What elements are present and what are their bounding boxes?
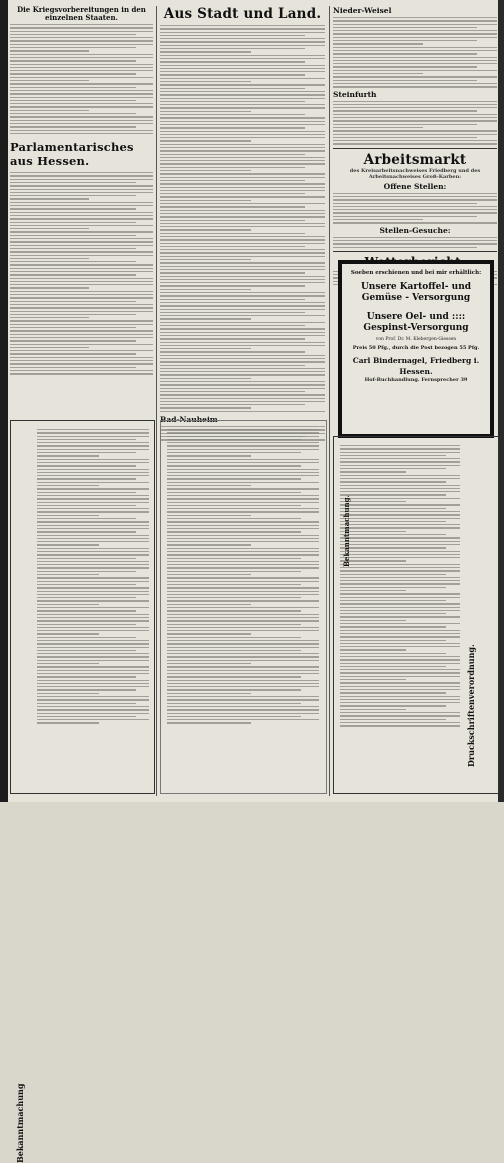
book-advertisement [338,260,494,438]
rotated-text-block [160,420,327,794]
rotated-notice-heading: Bekanntmachung [15,1083,25,1163]
rotated-notice-block [10,420,155,1163]
arbeitsmarkt-subheading: des Kreisarbeitsnachweises Friedberg und des Arbeitsnachweises Groß-Karben: [349,167,481,180]
article-text [10,24,153,134]
scan-edge-left [0,0,8,802]
place-heading: Bad-Nauheim [160,415,218,425]
rotated-druckschriften-heading: Druckschriftenverordnung. [466,644,476,767]
column-1 [10,6,153,377]
stellen-gesuche-heading: Stellen-Gesuche: [379,225,451,235]
column-2 [160,6,325,443]
article-text [333,17,497,88]
article-heading: Die Kriegsvorbereitungen in den einzelnen Staaten. [17,5,146,22]
article-text [333,101,497,145]
rotated-notices-block [333,436,499,794]
ad-author: von Prof. Dr. M. Klebergen-Giessen [375,337,457,342]
column-3 [333,6,497,287]
arbeitsmarkt-heading: Arbeitsmarkt [363,151,467,168]
ad-title-2: Unsere Oel- und :::: Gespinst-Versorgung [363,312,469,333]
column-rule [329,6,330,796]
ad-price: Preis 50 Pfg., durch die Post bezogen 55 Pfg. [352,345,480,351]
column-rule [156,6,157,796]
rotated-bekanntmachung-heading: Bekanntmachung. [342,495,351,567]
section-heading: Parlamentarisches aus Hessen. [10,140,134,169]
offene-stellen-heading: Offene Stellen: [383,181,447,191]
ad-phone: Hof-Buchhandlung. Fernsprecher 39 [364,377,468,383]
place-heading: Nieder-Weisel [333,6,392,15]
ad-title-1: Unsere Kartoffel- und Gemüse - Versorgung [360,282,472,303]
ad-intro: Soeben erschienen und bei mir erhältlich: [350,270,482,276]
place-heading: Steinfurth [333,89,377,99]
ad-publisher: Carl Bindernagel, Friedberg i. Hessen. [352,356,480,376]
section-heading: Aus Stadt und Land. [163,6,322,22]
article-text [160,25,325,412]
article-text [10,172,153,374]
